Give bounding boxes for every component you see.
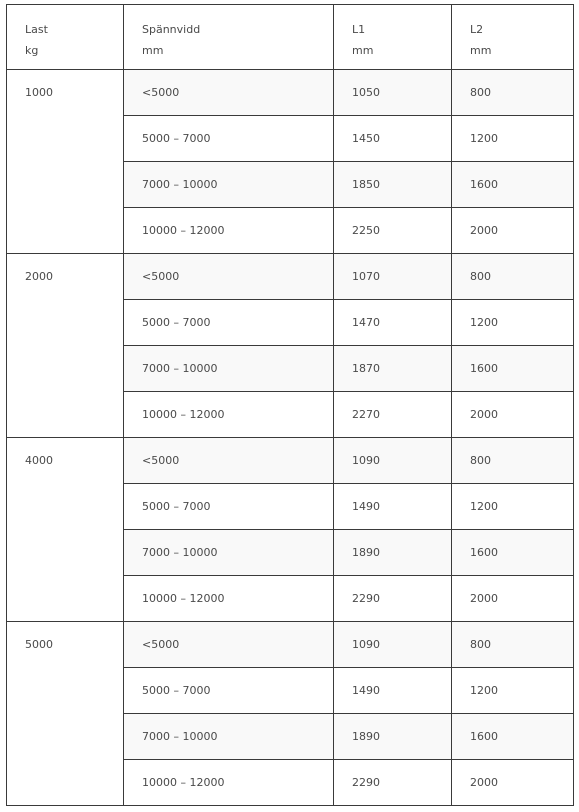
cell-spannvidd: 7000 – 10000 bbox=[124, 162, 334, 208]
cell-l1: 2290 bbox=[334, 760, 452, 806]
cell-l1: 1050 bbox=[334, 70, 452, 116]
cell-l1: 1070 bbox=[334, 254, 452, 300]
cell-l1: 1890 bbox=[334, 530, 452, 576]
cell-spannvidd: 10000 – 12000 bbox=[124, 760, 334, 806]
header-spannvidd: Spännvidd mm bbox=[124, 5, 334, 70]
table-body bbox=[7, 70, 574, 806]
cell-l2: 2000 bbox=[452, 576, 574, 622]
cell-l2: 1200 bbox=[452, 300, 574, 346]
cell-l1: 1090 bbox=[334, 438, 452, 484]
cell-l1: 1490 bbox=[334, 484, 452, 530]
cell-spannvidd: 5000 – 7000 bbox=[124, 116, 334, 162]
cell-l2: 800 bbox=[452, 70, 574, 116]
cell-spannvidd: 7000 – 10000 bbox=[124, 714, 334, 760]
cell-l1: 2250 bbox=[334, 208, 452, 254]
cell-l1: 1450 bbox=[334, 116, 452, 162]
cell-l1: 1870 bbox=[334, 346, 452, 392]
cell-l1: 1490 bbox=[334, 668, 452, 714]
cell-spannvidd: 10000 – 12000 bbox=[124, 392, 334, 438]
table-row bbox=[7, 254, 574, 300]
cell-l2: 2000 bbox=[452, 208, 574, 254]
cell-l2: 800 bbox=[452, 622, 574, 668]
cell-l2: 2000 bbox=[452, 392, 574, 438]
table-row bbox=[7, 70, 574, 116]
cell-l1: 1850 bbox=[334, 162, 452, 208]
table-header-row bbox=[7, 5, 574, 70]
header-l1: L1 mm bbox=[334, 5, 452, 70]
cell-l2: 800 bbox=[452, 438, 574, 484]
cell-spannvidd: 5000 – 7000 bbox=[124, 300, 334, 346]
cell-last-kg: 1000 bbox=[7, 70, 124, 254]
load-span-table bbox=[6, 4, 574, 806]
cell-l1: 1090 bbox=[334, 622, 452, 668]
cell-spannvidd: 5000 – 7000 bbox=[124, 668, 334, 714]
cell-last-kg: 4000 bbox=[7, 438, 124, 622]
header-last: Last kg bbox=[7, 5, 124, 70]
cell-l2: 1600 bbox=[452, 530, 574, 576]
cell-spannvidd: <5000 bbox=[124, 622, 334, 668]
cell-l2: 1200 bbox=[452, 116, 574, 162]
cell-l2: 1600 bbox=[452, 714, 574, 760]
cell-spannvidd: <5000 bbox=[124, 254, 334, 300]
cell-spannvidd: 5000 – 7000 bbox=[124, 484, 334, 530]
cell-l1: 1470 bbox=[334, 300, 452, 346]
table-row bbox=[7, 622, 574, 668]
cell-spannvidd: <5000 bbox=[124, 438, 334, 484]
cell-l1: 2290 bbox=[334, 576, 452, 622]
cell-l2: 800 bbox=[452, 254, 574, 300]
cell-l2: 1200 bbox=[452, 484, 574, 530]
cell-l2: 1200 bbox=[452, 668, 574, 714]
cell-last-kg: 2000 bbox=[7, 254, 124, 438]
cell-l1: 2270 bbox=[334, 392, 452, 438]
cell-spannvidd: 10000 – 12000 bbox=[124, 576, 334, 622]
cell-spannvidd: <5000 bbox=[124, 70, 334, 116]
cell-spannvidd: 7000 – 10000 bbox=[124, 530, 334, 576]
cell-last-kg: 5000 bbox=[7, 622, 124, 806]
cell-l1: 1890 bbox=[334, 714, 452, 760]
cell-spannvidd: 7000 – 10000 bbox=[124, 346, 334, 392]
cell-l2: 1600 bbox=[452, 346, 574, 392]
cell-l2: 1600 bbox=[452, 162, 574, 208]
cell-spannvidd: 10000 – 12000 bbox=[124, 208, 334, 254]
table-row bbox=[7, 438, 574, 484]
header-l2: L2 mm bbox=[452, 5, 574, 70]
cell-l2: 2000 bbox=[452, 760, 574, 806]
